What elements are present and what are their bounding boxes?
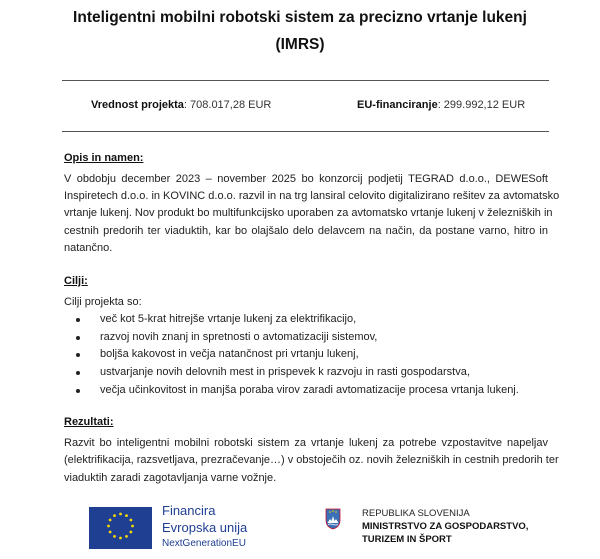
goals-list bbox=[64, 311, 548, 399]
goal-text: večja učinkovitost in manjša poraba virov zaradi avtomatizacije procesa vrtanja lukenj. bbox=[100, 383, 519, 396]
list-item bbox=[64, 329, 548, 347]
goal-text: boljša kakovost in večja natančnost pri vrtanju lukenj, bbox=[100, 348, 359, 361]
slovenia-coat-of-arms-icon bbox=[325, 508, 341, 530]
eu-funding bbox=[357, 98, 525, 112]
eu-logo-line3: NextGenerationEU bbox=[162, 537, 246, 549]
goals-intro bbox=[64, 294, 548, 311]
goal-text: več kot 5-krat hitrejše vrtanje lukenj za elektrifikacijo, bbox=[100, 313, 357, 326]
description-line: V obdobju december 2023 – november 2025 bo konzorcij podjetij TEGRAD d.o.o., DEWESoft bbox=[64, 173, 548, 185]
eu-funding-label: EU-financiranje bbox=[357, 99, 438, 111]
description-line: natančno. bbox=[64, 241, 113, 254]
ministry-logo-line3: TURIZEM IN ŠPORT bbox=[362, 533, 452, 545]
description-line: vrtanje lukenj. Nov produkt bo multifunkcijsko uporaben za avtomatsko vrtanje lukenj v železniških in bbox=[64, 207, 553, 220]
project-value-amount: : 708.017,28 EUR bbox=[183, 99, 272, 111]
bullet-icon bbox=[76, 318, 80, 322]
goals-intro-text: Cilji projekta so: bbox=[64, 296, 142, 309]
list-item bbox=[64, 364, 548, 382]
project-figures bbox=[0, 81, 600, 131]
divider-bottom bbox=[62, 131, 549, 132]
eu-flag-icon bbox=[89, 507, 152, 549]
project-value-label: Vrednost projekta bbox=[91, 99, 184, 111]
bullet-icon bbox=[76, 336, 80, 340]
list-item bbox=[64, 382, 548, 400]
results-line: Razvit bo inteligentni mobilni robotski sistem za vrtanje lukenj za potrebe vzpostavitve napeljav bbox=[64, 437, 548, 450]
ministry-logo-line1: REPUBLIKA SLOVENIJA bbox=[362, 507, 470, 519]
results-line: (elektrifikacija, razsvetljava, prezračevanje…) v obstoječih oz. novih železniških in cestnih predorih ter bbox=[64, 454, 559, 467]
description-line: Inspiretech d.o.o. in KOVINC d.o.o. razvil in na trg lansiral celovito digitalizirano rešitev za avtomatsko bbox=[64, 190, 560, 203]
section-heading-goals: Cilji: bbox=[64, 275, 88, 288]
description-section bbox=[64, 151, 560, 257]
description-paragraph bbox=[64, 171, 560, 257]
document-title-acronym: (IMRS) bbox=[275, 36, 325, 53]
goals-section bbox=[64, 274, 548, 399]
section-heading-results: Rezultati: bbox=[64, 416, 114, 429]
bullet-icon bbox=[76, 353, 80, 357]
section-heading-description: Opis in namen: bbox=[64, 152, 144, 164]
results-paragraph bbox=[64, 435, 559, 487]
goal-text: razvoj novih znanj in spretnosti o avtomatizaciji sistemov, bbox=[100, 330, 378, 343]
eu-logo-line2: Evropska unija bbox=[162, 519, 248, 535]
description-line: cestnih predorih ter viaduktih, kar bo olajšalo delo delavcem na način, da postane varno, hitro in bbox=[64, 224, 548, 237]
document-title: Inteligentni mobilni robotski sistem za precizno vrtanje lukenj bbox=[73, 9, 527, 26]
list-item bbox=[64, 346, 548, 364]
bullet-icon bbox=[76, 371, 80, 375]
list-item bbox=[64, 311, 548, 329]
ministry-logo-line2: MINISTRSTVO ZA GOSPODARSTVO, bbox=[362, 520, 529, 532]
bullet-icon bbox=[76, 389, 80, 393]
goal-text: ustvarjanje novih delovnih mest in prispevek k razvoju in rasti gospodarstva, bbox=[100, 366, 470, 378]
results-section bbox=[64, 415, 559, 487]
results-line: viaduktih zaradi zagotavljanja varne vožnje. bbox=[64, 471, 277, 484]
eu-funding-amount: : 299.992,12 EUR bbox=[437, 99, 526, 111]
eu-logo-line1: Financira bbox=[162, 502, 216, 518]
project-value bbox=[91, 98, 271, 112]
